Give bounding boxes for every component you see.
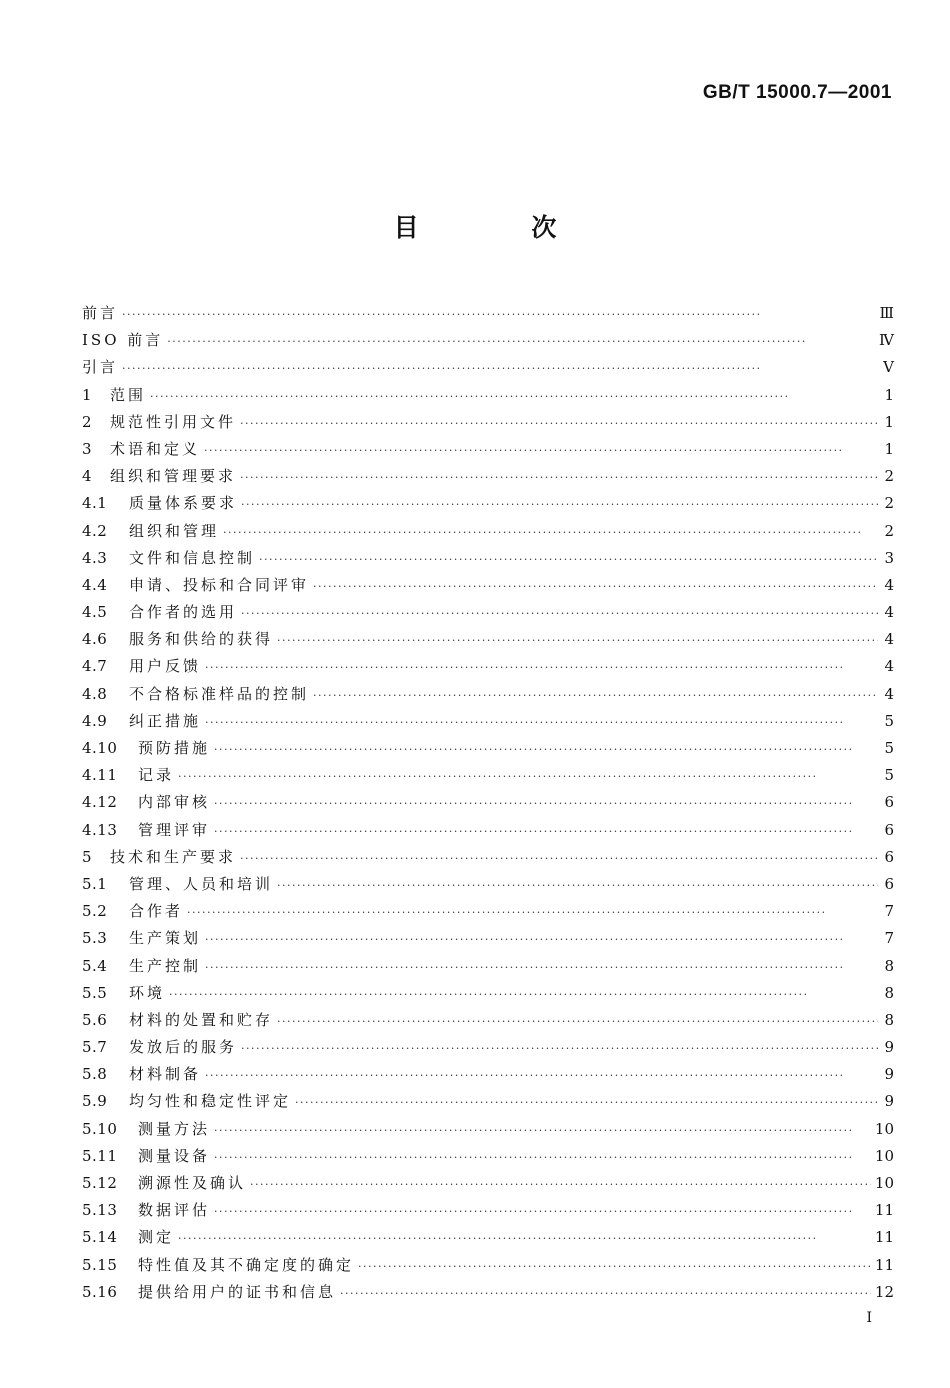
toc-entry-page: 11 (874, 1228, 894, 1247)
toc-leader-dots (214, 818, 878, 845)
toc-entry-number: 4.9 (82, 711, 108, 730)
toc-entry-number: 5.3 (82, 929, 108, 948)
toc-entry-page: 8 (884, 983, 894, 1002)
toc-entry-page: 11 (874, 1255, 894, 1274)
toc-entry[interactable] (82, 463, 894, 490)
toc-entry-number: 4.6 (82, 630, 108, 649)
toc-entry-title: 记录 (138, 766, 175, 785)
toc-entry[interactable] (82, 1116, 894, 1143)
toc-entry-page: 4 (884, 575, 894, 594)
toc-entry-number: 5.13 (82, 1201, 118, 1220)
toc-entry-number: 4.11 (82, 766, 118, 785)
toc-leader-dots (241, 1035, 878, 1062)
toc-entry-title: 技术和生产要求 (110, 847, 237, 866)
toc-entry-number: 3 (82, 439, 93, 458)
toc-entry-title: 前言 (82, 304, 119, 322)
toc-entry-number: 5 (82, 847, 93, 866)
toc-entry-title: 服务和供给的获得 (129, 630, 274, 649)
toc-leader-dots (205, 709, 878, 736)
toc-entry[interactable] (82, 735, 894, 762)
toc-leader-dots (277, 627, 878, 654)
toc-entry[interactable] (82, 789, 894, 816)
toc-entry[interactable] (82, 708, 894, 735)
toc-entry-title: 特性值及其不确定度的确定 (138, 1255, 355, 1274)
toc-entry[interactable] (82, 980, 894, 1007)
toc-entry[interactable] (82, 925, 894, 952)
toc-entry[interactable] (82, 653, 894, 680)
toc-entry-page: 6 (884, 793, 894, 812)
toc-entry-title: 管理、人员和培训 (129, 874, 274, 893)
toc-leader-dots (223, 519, 878, 546)
toc-entry-number: 4.5 (82, 603, 108, 622)
toc-entry-title: 发放后的服务 (129, 1038, 238, 1057)
toc-leader-dots (178, 1225, 871, 1252)
toc-entry-title: 范围 (110, 385, 147, 404)
toc-entry-number: 5.14 (82, 1228, 118, 1247)
toc-entry-number: 5.5 (82, 983, 108, 1002)
toc-entry-title: 文件和信息控制 (129, 548, 256, 567)
toc-leader-dots (187, 899, 878, 926)
toc-entry-title: ISO 前言 (82, 331, 164, 350)
standard-code: GB/T 15000.7—2001 (702, 82, 892, 103)
toc-entry-page: Ⅲ (879, 304, 894, 322)
toc-entry-page: 2 (884, 521, 894, 540)
toc-entry-number: 5.7 (82, 1038, 108, 1057)
toc-entry[interactable] (82, 382, 894, 409)
toc-leader-dots (241, 491, 878, 518)
toc-entry-page: 10 (874, 1119, 894, 1138)
toc-entry-number: 5.1 (82, 874, 108, 893)
toc-entry-page: Ⅴ (883, 358, 894, 377)
toc-entry-number: 4 (82, 467, 93, 486)
toc-entry[interactable] (82, 354, 894, 381)
toc-entry-page: 11 (874, 1201, 894, 1220)
toc-leader-dots (214, 790, 878, 817)
toc-leader-dots (205, 954, 878, 981)
toc-entry-number: 5.6 (82, 1010, 108, 1029)
toc-leader-dots (313, 682, 878, 709)
toc-leader-dots (214, 1117, 871, 1144)
toc-entry-title: 组织和管理 (129, 521, 220, 540)
toc-entry[interactable] (82, 898, 894, 925)
toc-leader-dots (205, 926, 878, 953)
toc-entry-title: 生产策划 (129, 929, 202, 948)
toc-entry[interactable] (82, 871, 894, 898)
toc-leader-dots (277, 1008, 878, 1035)
toc-leader-dots (259, 546, 878, 573)
toc-title: 目 次 (393, 213, 609, 242)
toc-leader-dots (122, 301, 876, 328)
toc-entry[interactable] (82, 1197, 894, 1224)
toc-entry[interactable] (82, 1224, 894, 1251)
toc-entry-number: 5.9 (82, 1092, 108, 1111)
toc-entry-page: 5 (884, 711, 894, 730)
toc-entry-title: 溯源性及确认 (138, 1174, 247, 1192)
toc-entry-title: 规范性引用文件 (110, 412, 237, 431)
toc-leader-dots (214, 1198, 871, 1225)
toc-entry-title: 生产控制 (129, 956, 202, 975)
toc-entry-title: 质量体系要求 (129, 494, 238, 513)
toc-leader-dots (169, 981, 878, 1008)
toc-entry[interactable] (82, 1252, 894, 1279)
toc-entry-page: 6 (884, 874, 894, 893)
toc-entry-title: 合作者的选用 (129, 603, 238, 622)
toc-entry-title: 材料的处置和贮存 (129, 1010, 274, 1029)
page-folio: I (866, 1310, 872, 1326)
toc-entry-page: 4 (884, 630, 894, 649)
toc-entry-title: 合作者 (129, 902, 184, 921)
toc-entry[interactable] (82, 1034, 894, 1061)
toc-entry-number: 5.2 (82, 902, 108, 921)
toc-entry-page: 9 (884, 1065, 894, 1084)
toc-entry-title: 测量方法 (138, 1119, 211, 1138)
toc-entry-page: 6 (884, 820, 894, 839)
toc-entry-number: 2 (82, 412, 93, 431)
toc-entry-number: 4.12 (82, 793, 118, 812)
toc-entry-page: 4 (884, 657, 894, 676)
toc-entry[interactable] (82, 490, 894, 517)
toc-entry-number: 5.15 (82, 1255, 118, 1274)
toc-entry[interactable] (82, 1088, 894, 1115)
toc-entry-number: 5.11 (82, 1146, 118, 1165)
toc-entry[interactable] (82, 626, 894, 653)
toc-leader-dots (358, 1253, 871, 1280)
toc-leader-dots (214, 736, 878, 763)
toc-leader-dots (167, 328, 875, 355)
toc-entry-page: 4 (884, 603, 894, 622)
toc-entry-page: 9 (884, 1092, 894, 1111)
toc-entry-number: 4.1 (82, 494, 108, 513)
toc-entry-title: 环境 (129, 983, 166, 1002)
toc-entry-number: 4.3 (82, 548, 108, 567)
toc-leader-dots (240, 845, 878, 872)
toc-entry[interactable] (82, 1279, 894, 1306)
toc-entry-title: 测量设备 (138, 1146, 211, 1165)
toc-entry-title: 数据评估 (138, 1201, 211, 1220)
toc-entry-page: 2 (884, 467, 894, 486)
toc-entry-page: 7 (884, 929, 894, 948)
toc-leader-dots (150, 383, 878, 410)
toc-entry[interactable] (82, 817, 894, 844)
toc-entry-number: 5.8 (82, 1065, 108, 1084)
toc-entry-page: 2 (884, 494, 894, 513)
toc-entry-title: 提供给用户的证书和信息 (138, 1282, 337, 1301)
toc-entry-page: 8 (884, 956, 894, 975)
toc-entry-title: 纠正措施 (129, 711, 202, 730)
toc-entry-number: 5.16 (82, 1282, 118, 1301)
toc-entry-number: 4.4 (82, 575, 108, 594)
toc-leader-dots (240, 410, 878, 437)
toc-entry-number: 4.13 (82, 820, 118, 839)
table-of-contents (82, 300, 894, 1306)
toc-entry[interactable] (82, 599, 894, 626)
toc-leader-dots (214, 1144, 871, 1171)
toc-leader-dots (205, 654, 878, 681)
toc-entry-page: 1 (884, 385, 894, 404)
toc-entry-title: 内部审核 (138, 793, 211, 812)
toc-entry[interactable] (82, 844, 894, 871)
toc-entry-title: 材料制备 (129, 1065, 202, 1084)
toc-leader-dots (205, 1062, 878, 1089)
toc-entry[interactable] (82, 300, 894, 327)
toc-entry-page: 7 (884, 902, 894, 921)
toc-entry-number: 4.10 (82, 739, 118, 757)
toc-leader-dots (241, 600, 878, 627)
toc-entry[interactable] (82, 681, 894, 708)
toc-entry-title: 管理评审 (138, 820, 211, 839)
toc-entry-number: 5.12 (82, 1174, 118, 1192)
toc-entry-number: 1 (82, 385, 93, 404)
toc-leader-dots (277, 872, 878, 899)
toc-leader-dots (122, 355, 878, 382)
toc-entry[interactable] (82, 1061, 894, 1088)
toc-entry[interactable] (82, 1007, 894, 1034)
toc-entry-page: 10 (874, 1174, 894, 1192)
toc-entry[interactable] (82, 1170, 894, 1197)
toc-entry-number: 4.8 (82, 684, 108, 703)
toc-entry-title: 申请、投标和合同评审 (129, 575, 310, 594)
toc-entry-page: Ⅳ (879, 331, 894, 350)
toc-entry[interactable] (82, 327, 894, 354)
toc-entry-number: 5.10 (82, 1119, 118, 1138)
toc-entry-page: 6 (884, 847, 894, 866)
toc-entry-title: 均匀性和稳定性评定 (129, 1092, 292, 1111)
toc-entry[interactable] (82, 572, 894, 599)
toc-entry[interactable] (82, 436, 894, 463)
toc-leader-dots (204, 437, 878, 464)
toc-entry-page: 4 (884, 684, 894, 703)
toc-entry-page: 3 (884, 548, 894, 567)
toc-entry-title: 用户反馈 (129, 657, 202, 676)
toc-entry-page: 5 (884, 766, 894, 785)
toc-entry[interactable] (82, 762, 894, 789)
toc-entry-title: 预防措施 (138, 739, 211, 757)
toc-entry-title: 组织和管理要求 (110, 467, 237, 486)
toc-leader-dots (178, 763, 878, 790)
toc-leader-dots (295, 1089, 878, 1116)
toc-entry-page: 1 (884, 412, 894, 431)
toc-leader-dots (340, 1280, 871, 1307)
toc-entry-title: 不合格标准样品的控制 (129, 684, 310, 703)
toc-entry[interactable] (82, 1143, 894, 1170)
toc-entry-number: 5.4 (82, 956, 108, 975)
toc-entry-page: 12 (874, 1282, 894, 1301)
toc-entry-title: 引言 (82, 358, 119, 377)
toc-leader-dots (240, 464, 878, 491)
toc-leader-dots (250, 1171, 871, 1198)
toc-entry[interactable] (82, 518, 894, 545)
toc-entry-title: 术语和定义 (110, 439, 201, 458)
toc-entry-page: 8 (884, 1010, 894, 1029)
toc-entry-number: 4.7 (82, 657, 108, 676)
toc-entry-page: 10 (874, 1146, 894, 1165)
toc-entry[interactable] (82, 409, 894, 436)
toc-entry-page: 9 (884, 1038, 894, 1057)
toc-entry-title: 测定 (138, 1228, 175, 1247)
toc-entry-page: 5 (884, 739, 894, 757)
toc-entry-number: 4.2 (82, 521, 108, 540)
toc-entry-page: 1 (884, 439, 894, 458)
toc-entry[interactable] (82, 953, 894, 980)
toc-leader-dots (313, 573, 878, 600)
toc-entry[interactable] (82, 545, 894, 572)
